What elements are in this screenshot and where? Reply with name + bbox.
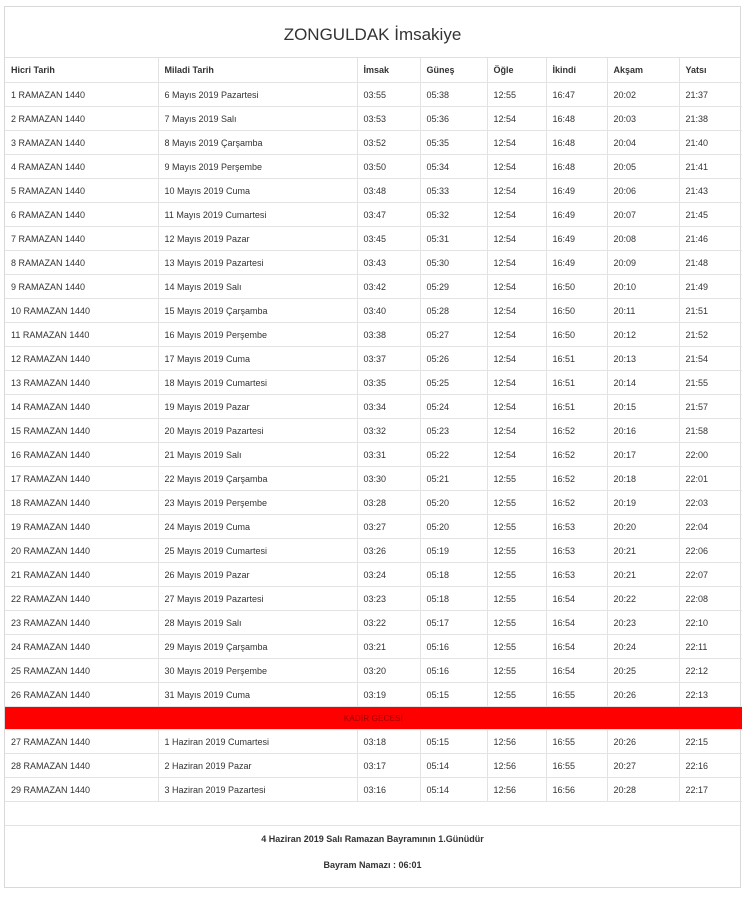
header-gunes: Güneş — [420, 58, 487, 83]
cell-ogle: 12:56 — [487, 778, 546, 802]
cell-miladi: 28 Mayıs 2019 Salı — [158, 611, 357, 635]
cell-ogle: 12:55 — [487, 539, 546, 563]
cell-hicri: 22 RAMAZAN 1440 — [5, 587, 158, 611]
table-row — [5, 467, 742, 491]
cell-aksam: 20:27 — [607, 754, 679, 778]
cell-miladi: 20 Mayıs 2019 Pazartesi — [158, 419, 357, 443]
table-row — [5, 778, 742, 802]
cell-imsak: 03:26 — [357, 539, 420, 563]
cell-ogle: 12:55 — [487, 563, 546, 587]
cell-aksam: 20:13 — [607, 347, 679, 371]
table-row — [5, 203, 742, 227]
cell-yatsi: 21:51 — [679, 299, 742, 323]
table-row — [5, 587, 742, 611]
cell-yatsi: 21:58 — [679, 419, 742, 443]
cell-gunes: 05:35 — [420, 131, 487, 155]
cell-miladi: 18 Mayıs 2019 Cumartesi — [158, 371, 357, 395]
cell-miladi: 23 Mayıs 2019 Perşembe — [158, 491, 357, 515]
cell-gunes: 05:14 — [420, 778, 487, 802]
cell-yatsi: 21:55 — [679, 371, 742, 395]
cell-yatsi: 22:00 — [679, 443, 742, 467]
cell-aksam: 20:21 — [607, 539, 679, 563]
table-row — [5, 419, 742, 443]
cell-yatsi: 21:49 — [679, 275, 742, 299]
cell-hicri: 21 RAMAZAN 1440 — [5, 563, 158, 587]
cell-miladi: 24 Mayıs 2019 Cuma — [158, 515, 357, 539]
cell-gunes: 05:33 — [420, 179, 487, 203]
cell-hicri: 5 RAMAZAN 1440 — [5, 179, 158, 203]
cell-gunes: 05:14 — [420, 754, 487, 778]
table-row — [5, 515, 742, 539]
cell-gunes: 05:17 — [420, 611, 487, 635]
cell-aksam: 20:02 — [607, 83, 679, 107]
cell-aksam: 20:21 — [607, 563, 679, 587]
cell-ikindi: 16:52 — [546, 419, 607, 443]
cell-imsak: 03:42 — [357, 275, 420, 299]
cell-miladi: 29 Mayıs 2019 Çarşamba — [158, 635, 357, 659]
cell-imsak: 03:43 — [357, 251, 420, 275]
cell-aksam: 20:23 — [607, 611, 679, 635]
cell-imsak: 03:17 — [357, 754, 420, 778]
cell-ikindi: 16:48 — [546, 131, 607, 155]
cell-ikindi: 16:48 — [546, 107, 607, 131]
cell-hicri: 16 RAMAZAN 1440 — [5, 443, 158, 467]
cell-hicri: 4 RAMAZAN 1440 — [5, 155, 158, 179]
table-row — [5, 683, 742, 707]
cell-gunes: 05:20 — [420, 515, 487, 539]
cell-aksam: 20:12 — [607, 323, 679, 347]
table-row — [5, 227, 742, 251]
cell-hicri: 1 RAMAZAN 1440 — [5, 83, 158, 107]
cell-gunes: 05:24 — [420, 395, 487, 419]
cell-gunes: 05:30 — [420, 251, 487, 275]
table-row — [5, 83, 742, 107]
cell-gunes: 05:26 — [420, 347, 487, 371]
cell-miladi: 19 Mayıs 2019 Pazar — [158, 395, 357, 419]
cell-hicri: 9 RAMAZAN 1440 — [5, 275, 158, 299]
cell-miladi: 14 Mayıs 2019 Salı — [158, 275, 357, 299]
cell-ikindi: 16:52 — [546, 443, 607, 467]
cell-ogle: 12:55 — [487, 683, 546, 707]
table-row — [5, 611, 742, 635]
cell-ikindi: 16:55 — [546, 730, 607, 754]
cell-ikindi: 16:53 — [546, 515, 607, 539]
cell-ikindi: 16:52 — [546, 467, 607, 491]
cell-miladi: 22 Mayıs 2019 Çarşamba — [158, 467, 357, 491]
table-body-before — [5, 83, 742, 707]
cell-yatsi: 21:57 — [679, 395, 742, 419]
table-row — [5, 539, 742, 563]
kadir-section — [5, 707, 742, 730]
cell-ogle: 12:54 — [487, 227, 546, 251]
cell-hicri: 25 RAMAZAN 1440 — [5, 659, 158, 683]
cell-ikindi: 16:52 — [546, 491, 607, 515]
cell-hicri: 28 RAMAZAN 1440 — [5, 754, 158, 778]
cell-aksam: 20:04 — [607, 131, 679, 155]
header-aksam: Akşam — [607, 58, 679, 83]
cell-miladi: 9 Mayıs 2019 Perşembe — [158, 155, 357, 179]
cell-gunes: 05:28 — [420, 299, 487, 323]
cell-hicri: 20 RAMAZAN 1440 — [5, 539, 158, 563]
cell-imsak: 03:55 — [357, 83, 420, 107]
table-row — [5, 659, 742, 683]
table-row — [5, 563, 742, 587]
cell-gunes: 05:23 — [420, 419, 487, 443]
cell-miladi: 31 Mayıs 2019 Cuma — [158, 683, 357, 707]
cell-aksam: 20:19 — [607, 491, 679, 515]
cell-ogle: 12:55 — [487, 83, 546, 107]
cell-yatsi: 22:13 — [679, 683, 742, 707]
cell-aksam: 20:15 — [607, 395, 679, 419]
table-row — [5, 179, 742, 203]
cell-miladi: 16 Mayıs 2019 Perşembe — [158, 323, 357, 347]
cell-imsak: 03:53 — [357, 107, 420, 131]
cell-ikindi: 16:49 — [546, 179, 607, 203]
cell-aksam: 20:10 — [607, 275, 679, 299]
cell-ikindi: 16:51 — [546, 395, 607, 419]
cell-miladi: 1 Haziran 2019 Cumartesi — [158, 730, 357, 754]
cell-hicri: 8 RAMAZAN 1440 — [5, 251, 158, 275]
cell-aksam: 20:06 — [607, 179, 679, 203]
cell-gunes: 05:18 — [420, 587, 487, 611]
cell-hicri: 27 RAMAZAN 1440 — [5, 730, 158, 754]
bayram-namazi-text: Bayram Namazı : 06:01 — [323, 860, 422, 870]
cell-aksam: 20:25 — [607, 659, 679, 683]
cell-gunes: 05:15 — [420, 730, 487, 754]
cell-yatsi: 21:48 — [679, 251, 742, 275]
prayer-times-table — [5, 58, 742, 802]
cell-ikindi: 16:50 — [546, 299, 607, 323]
cell-aksam: 20:18 — [607, 467, 679, 491]
cell-ogle: 12:55 — [487, 659, 546, 683]
cell-ogle: 12:54 — [487, 107, 546, 131]
cell-ogle: 12:54 — [487, 395, 546, 419]
cell-yatsi: 21:46 — [679, 227, 742, 251]
cell-aksam: 20:17 — [607, 443, 679, 467]
cell-gunes: 05:29 — [420, 275, 487, 299]
header-imsak: İmsak — [357, 58, 420, 83]
cell-imsak: 03:47 — [357, 203, 420, 227]
cell-ogle: 12:55 — [487, 515, 546, 539]
table-body-after — [5, 730, 742, 802]
cell-gunes: 05:36 — [420, 107, 487, 131]
cell-imsak: 03:34 — [357, 395, 420, 419]
cell-aksam: 20:20 — [607, 515, 679, 539]
cell-hicri: 24 RAMAZAN 1440 — [5, 635, 158, 659]
cell-yatsi: 22:16 — [679, 754, 742, 778]
cell-ogle: 12:56 — [487, 754, 546, 778]
cell-imsak: 03:35 — [357, 371, 420, 395]
cell-hicri: 19 RAMAZAN 1440 — [5, 515, 158, 539]
cell-gunes: 05:34 — [420, 155, 487, 179]
cell-yatsi: 22:07 — [679, 563, 742, 587]
cell-aksam: 20:24 — [607, 635, 679, 659]
cell-ogle: 12:55 — [487, 635, 546, 659]
cell-gunes: 05:22 — [420, 443, 487, 467]
cell-gunes: 05:25 — [420, 371, 487, 395]
cell-aksam: 20:28 — [607, 778, 679, 802]
cell-miladi: 13 Mayıs 2019 Pazartesi — [158, 251, 357, 275]
cell-ogle: 12:55 — [487, 491, 546, 515]
cell-miladi: 17 Mayıs 2019 Cuma — [158, 347, 357, 371]
cell-yatsi: 22:06 — [679, 539, 742, 563]
cell-yatsi: 21:43 — [679, 179, 742, 203]
cell-ogle: 12:54 — [487, 275, 546, 299]
cell-ikindi: 16:56 — [546, 778, 607, 802]
cell-gunes: 05:32 — [420, 203, 487, 227]
cell-gunes: 05:15 — [420, 683, 487, 707]
cell-aksam: 20:07 — [607, 203, 679, 227]
header-hicri: Hicri Tarih — [5, 58, 158, 83]
cell-hicri: 29 RAMAZAN 1440 — [5, 778, 158, 802]
table-row — [5, 491, 742, 515]
cell-hicri: 10 RAMAZAN 1440 — [5, 299, 158, 323]
cell-ikindi: 16:53 — [546, 539, 607, 563]
cell-aksam: 20:08 — [607, 227, 679, 251]
cell-imsak: 03:40 — [357, 299, 420, 323]
cell-imsak: 03:32 — [357, 419, 420, 443]
cell-ikindi: 16:54 — [546, 611, 607, 635]
cell-aksam: 20:05 — [607, 155, 679, 179]
table-row — [5, 371, 742, 395]
cell-imsak: 03:45 — [357, 227, 420, 251]
cell-aksam: 20:16 — [607, 419, 679, 443]
cell-ogle: 12:54 — [487, 443, 546, 467]
cell-gunes: 05:20 — [420, 491, 487, 515]
cell-hicri: 15 RAMAZAN 1440 — [5, 419, 158, 443]
cell-gunes: 05:31 — [420, 227, 487, 251]
cell-yatsi: 22:15 — [679, 730, 742, 754]
table-row — [5, 730, 742, 754]
cell-ogle: 12:54 — [487, 371, 546, 395]
table-row — [5, 347, 742, 371]
cell-aksam: 20:26 — [607, 730, 679, 754]
cell-yatsi: 22:08 — [679, 587, 742, 611]
table-row — [5, 754, 742, 778]
cell-yatsi: 21:45 — [679, 203, 742, 227]
cell-gunes: 05:19 — [420, 539, 487, 563]
table-header-row — [5, 58, 742, 83]
cell-imsak: 03:28 — [357, 491, 420, 515]
table-row — [5, 323, 742, 347]
cell-ikindi: 16:55 — [546, 683, 607, 707]
table-row — [5, 443, 742, 467]
cell-miladi: 11 Mayıs 2019 Cumartesi — [158, 203, 357, 227]
cell-ogle: 12:54 — [487, 299, 546, 323]
kadir-gecesi-row — [5, 707, 742, 730]
table-row — [5, 299, 742, 323]
bayram-text: 4 Haziran 2019 Salı Ramazan Bayramının 1.Günüdür — [261, 834, 484, 844]
cell-imsak: 03:21 — [357, 635, 420, 659]
cell-yatsi: 22:01 — [679, 467, 742, 491]
kadir-gecesi-label: KADİR GECESİ — [5, 707, 742, 730]
cell-ogle: 12:54 — [487, 251, 546, 275]
spacer-row — [5, 802, 740, 826]
cell-yatsi: 22:12 — [679, 659, 742, 683]
cell-ogle: 12:54 — [487, 131, 546, 155]
page-title: ZONGULDAK İmsakiye — [5, 7, 740, 58]
cell-yatsi: 21:52 — [679, 323, 742, 347]
cell-ikindi: 16:49 — [546, 203, 607, 227]
cell-imsak: 03:37 — [357, 347, 420, 371]
cell-miladi: 2 Haziran 2019 Pazar — [158, 754, 357, 778]
cell-miladi: 12 Mayıs 2019 Pazar — [158, 227, 357, 251]
cell-miladi: 8 Mayıs 2019 Çarşamba — [158, 131, 357, 155]
cell-imsak: 03:38 — [357, 323, 420, 347]
table-row — [5, 635, 742, 659]
cell-hicri: 13 RAMAZAN 1440 — [5, 371, 158, 395]
cell-miladi: 10 Mayıs 2019 Cuma — [158, 179, 357, 203]
cell-gunes: 05:16 — [420, 635, 487, 659]
header-ogle: Öğle — [487, 58, 546, 83]
cell-ogle: 12:54 — [487, 179, 546, 203]
cell-imsak: 03:48 — [357, 179, 420, 203]
table-row — [5, 107, 742, 131]
cell-ikindi: 16:51 — [546, 371, 607, 395]
cell-ogle: 12:54 — [487, 203, 546, 227]
cell-hicri: 17 RAMAZAN 1440 — [5, 467, 158, 491]
cell-aksam: 20:26 — [607, 683, 679, 707]
cell-imsak: 03:16 — [357, 778, 420, 802]
cell-aksam: 20:22 — [607, 587, 679, 611]
cell-yatsi: 22:17 — [679, 778, 742, 802]
cell-imsak: 03:24 — [357, 563, 420, 587]
header-miladi: Miladi Tarih — [158, 58, 357, 83]
cell-miladi: 27 Mayıs 2019 Pazartesi — [158, 587, 357, 611]
table-row — [5, 131, 742, 155]
cell-miladi: 25 Mayıs 2019 Cumartesi — [158, 539, 357, 563]
cell-yatsi: 22:03 — [679, 491, 742, 515]
cell-yatsi: 21:37 — [679, 83, 742, 107]
table-row — [5, 395, 742, 419]
cell-hicri: 18 RAMAZAN 1440 — [5, 491, 158, 515]
cell-imsak: 03:30 — [357, 467, 420, 491]
cell-aksam: 20:14 — [607, 371, 679, 395]
cell-hicri: 3 RAMAZAN 1440 — [5, 131, 158, 155]
cell-miladi: 3 Haziran 2019 Pazartesi — [158, 778, 357, 802]
cell-ogle: 12:54 — [487, 419, 546, 443]
cell-imsak: 03:27 — [357, 515, 420, 539]
cell-ikindi: 16:47 — [546, 83, 607, 107]
cell-imsak: 03:22 — [357, 611, 420, 635]
imsakiye-panel — [4, 6, 741, 888]
cell-ikindi: 16:51 — [546, 347, 607, 371]
cell-ikindi: 16:54 — [546, 659, 607, 683]
cell-imsak: 03:19 — [357, 683, 420, 707]
cell-ogle: 12:56 — [487, 730, 546, 754]
cell-yatsi: 21:40 — [679, 131, 742, 155]
cell-yatsi: 22:10 — [679, 611, 742, 635]
cell-ogle: 12:54 — [487, 347, 546, 371]
cell-miladi: 6 Mayıs 2019 Pazartesi — [158, 83, 357, 107]
cell-miladi: 26 Mayıs 2019 Pazar — [158, 563, 357, 587]
cell-yatsi: 21:54 — [679, 347, 742, 371]
cell-gunes: 05:18 — [420, 563, 487, 587]
cell-aksam: 20:11 — [607, 299, 679, 323]
cell-gunes: 05:38 — [420, 83, 487, 107]
cell-imsak: 03:18 — [357, 730, 420, 754]
cell-ogle: 12:54 — [487, 323, 546, 347]
cell-gunes: 05:21 — [420, 467, 487, 491]
cell-gunes: 05:16 — [420, 659, 487, 683]
cell-imsak: 03:50 — [357, 155, 420, 179]
cell-ogle: 12:55 — [487, 467, 546, 491]
cell-yatsi: 22:11 — [679, 635, 742, 659]
cell-hicri: 6 RAMAZAN 1440 — [5, 203, 158, 227]
cell-hicri: 11 RAMAZAN 1440 — [5, 323, 158, 347]
cell-miladi: 15 Mayıs 2019 Çarşamba — [158, 299, 357, 323]
cell-aksam: 20:09 — [607, 251, 679, 275]
cell-gunes: 05:27 — [420, 323, 487, 347]
cell-ikindi: 16:50 — [546, 275, 607, 299]
cell-hicri: 12 RAMAZAN 1440 — [5, 347, 158, 371]
cell-imsak: 03:23 — [357, 587, 420, 611]
table-row — [5, 251, 742, 275]
cell-ogle: 12:54 — [487, 155, 546, 179]
cell-imsak: 03:20 — [357, 659, 420, 683]
table-row — [5, 155, 742, 179]
cell-hicri: 23 RAMAZAN 1440 — [5, 611, 158, 635]
cell-ikindi: 16:49 — [546, 251, 607, 275]
cell-yatsi: 21:38 — [679, 107, 742, 131]
cell-ikindi: 16:53 — [546, 563, 607, 587]
cell-aksam: 20:03 — [607, 107, 679, 131]
cell-imsak: 03:31 — [357, 443, 420, 467]
cell-ogle: 12:55 — [487, 587, 546, 611]
cell-miladi: 21 Mayıs 2019 Salı — [158, 443, 357, 467]
cell-hicri: 14 RAMAZAN 1440 — [5, 395, 158, 419]
cell-ikindi: 16:48 — [546, 155, 607, 179]
cell-yatsi: 21:41 — [679, 155, 742, 179]
header-ikindi: İkindi — [546, 58, 607, 83]
table-row — [5, 275, 742, 299]
cell-miladi: 30 Mayıs 2019 Perşembe — [158, 659, 357, 683]
cell-imsak: 03:52 — [357, 131, 420, 155]
cell-ogle: 12:55 — [487, 611, 546, 635]
cell-yatsi: 22:04 — [679, 515, 742, 539]
cell-ikindi: 16:55 — [546, 754, 607, 778]
cell-hicri: 26 RAMAZAN 1440 — [5, 683, 158, 707]
cell-ikindi: 16:49 — [546, 227, 607, 251]
cell-ikindi: 16:50 — [546, 323, 607, 347]
cell-hicri: 7 RAMAZAN 1440 — [5, 227, 158, 251]
footer — [5, 826, 740, 870]
cell-hicri: 2 RAMAZAN 1440 — [5, 107, 158, 131]
cell-ikindi: 16:54 — [546, 587, 607, 611]
cell-ikindi: 16:54 — [546, 635, 607, 659]
cell-miladi: 7 Mayıs 2019 Salı — [158, 107, 357, 131]
header-yatsi: Yatsı — [679, 58, 742, 83]
